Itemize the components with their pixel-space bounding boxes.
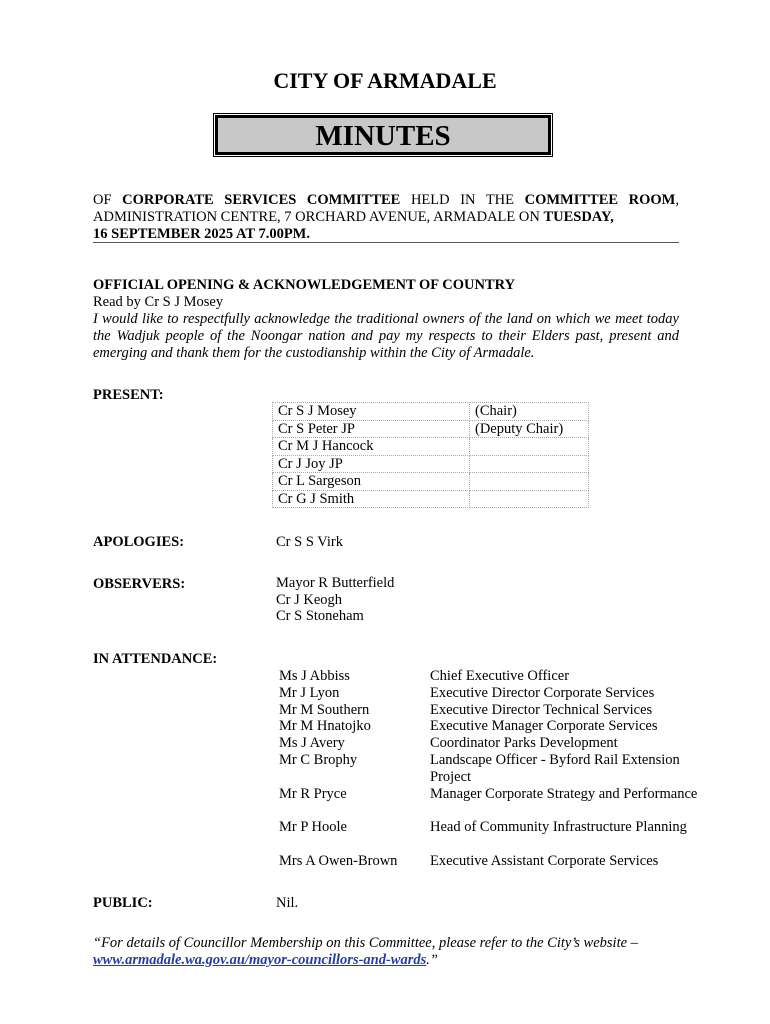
attendee-name: Mrs A Owen-Brown [279, 852, 398, 869]
attendance-names [279, 668, 429, 870]
present-row [273, 438, 589, 456]
page-title: CITY OF ARMADALE [273, 68, 497, 93]
attendee-role: Coordinator Parks Development [430, 735, 618, 752]
observer-item: Cr S Stoneham [276, 608, 364, 624]
present-role [470, 490, 589, 508]
divider [93, 242, 679, 243]
attendee-name: Mr J Lyon [279, 684, 340, 701]
opening-heading: OFFICIAL OPENING & ACKNOWLEDGEMENT OF COUNTRY [93, 277, 516, 293]
observers-list [276, 575, 394, 625]
apologies-value: Cr S S Virk [276, 534, 343, 550]
observer-item: Cr J Keogh [276, 591, 343, 608]
acknowledgement-text: I would like to respectfully acknowledge the traditional owners of the land on which we meet today the Wadjuk people of the Noongar nation and pay my respects to their Elders past, present and emerging and thank them for the custodianship within the City of Armadale. [93, 311, 679, 361]
attendee-role: Executive Director Corporate Services [430, 684, 655, 701]
committee-name: CORPORATE SERVICES COMMITTEE [122, 192, 401, 208]
meeting-text: OF [93, 192, 123, 208]
present-name: Cr M J Hancock [273, 438, 470, 456]
attendance-roles [430, 668, 710, 870]
observer-item: Mayor R Butterfield [276, 575, 395, 591]
present-role: (Chair) [470, 403, 589, 421]
meeting-day: TUESDAY, [543, 209, 614, 225]
minutes-banner: MINUTES [215, 115, 551, 155]
public-heading: PUBLIC: [93, 895, 153, 911]
present-role [470, 455, 589, 473]
footnote-text: “For details of Councillor Membership on this Committee, please refer to the City’s website – [93, 935, 638, 951]
present-role [470, 438, 589, 456]
attendee-name: Mr C Brophy [279, 751, 358, 768]
meeting-room: COMMITTEE ROOM [524, 192, 676, 208]
meeting-text: , ADMINISTRATION CENTRE, 7 ORCHARD AVENUE, ARMADALE ON [93, 192, 679, 225]
apologies-heading: APOLOGIES: [93, 534, 185, 550]
website-link[interactable]: www.armadale.wa.gov.au/mayor-councillors-and-wards [93, 952, 427, 968]
present-table [272, 402, 589, 508]
read-by: Read by Cr S J Mosey [93, 294, 224, 310]
public-value: Nil. [276, 895, 299, 911]
present-name: Cr G J Smith [273, 490, 470, 508]
present-name: Cr S J Mosey [273, 403, 470, 421]
present-row [273, 403, 589, 421]
observers-heading: OBSERVERS: [93, 576, 186, 592]
attendance-heading: IN ATTENDANCE: [93, 651, 218, 667]
present-name: Cr L Sargeson [273, 473, 470, 491]
attendee-role: Executive Manager Corporate Services [430, 718, 658, 735]
attendee-name: Mr R Pryce [279, 785, 347, 802]
meeting-details [93, 192, 679, 243]
present-name: Cr J Joy JP [273, 455, 470, 473]
present-row [273, 420, 589, 438]
attendee-role: Executive Assistant Corporate Services [430, 852, 659, 869]
meeting-text: HELD IN THE [400, 192, 525, 208]
attendee-name: Mr M Hnatojko [279, 718, 371, 735]
attendee-role: Landscape Officer - Byford Rail Extension Project [430, 751, 680, 785]
present-row [273, 490, 589, 508]
attendee-name: Ms J Abbiss [279, 668, 350, 684]
present-role [470, 473, 589, 491]
attendee-role: Chief Executive Officer [430, 668, 570, 684]
present-name: Cr S Peter JP [273, 420, 470, 438]
attendee-role: Executive Director Technical Services [430, 701, 653, 718]
footnote [93, 935, 679, 969]
attendee-name: Ms J Avery [279, 735, 345, 752]
footnote-text: .” [426, 952, 438, 968]
meeting-date: 16 SEPTEMBER 2025 AT 7.00PM. [93, 226, 310, 242]
attendee-name: Mr M Southern [279, 701, 370, 718]
present-row [273, 473, 589, 491]
attendee-name: Mr P Hoole [279, 819, 347, 836]
present-heading: PRESENT: [93, 387, 164, 403]
attendee-role: Manager Corporate Strategy and Performance [430, 785, 698, 802]
attendee-role: Head of Community Infrastructure Planning [430, 819, 687, 836]
present-row [273, 455, 589, 473]
present-role: (Deputy Chair) [470, 420, 589, 438]
